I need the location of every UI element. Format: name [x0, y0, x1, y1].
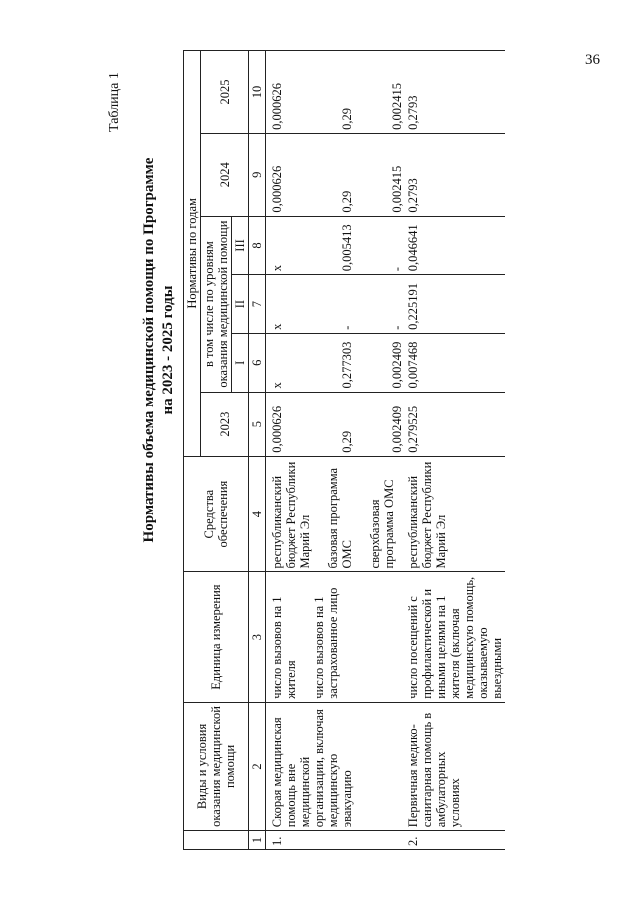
value-2025: 0,2793	[405, 51, 505, 134]
column-number: 1	[249, 831, 266, 850]
title-line-1: Нормативы объема медицинской помощи по Программе	[141, 157, 157, 543]
row-unit	[266, 572, 406, 702]
column-numbers-row	[249, 51, 266, 850]
table-row	[266, 51, 406, 850]
value-level-2: -	[390, 325, 404, 330]
value-2024: 0,29	[340, 190, 354, 213]
row-number: 2.	[405, 831, 505, 850]
column-number: 8	[249, 216, 266, 275]
source-line: базовая программа ОМС	[326, 467, 354, 569]
value-2023: 0,000626	[270, 405, 284, 453]
source-line: сверхбазовая программа ОМС	[368, 479, 396, 569]
value-2024: 0,000626	[270, 165, 284, 213]
table-label: Таблица 1	[107, 72, 122, 132]
column-number: 4	[249, 456, 266, 572]
value-level-1: х	[270, 382, 284, 389]
row-source: республиканский бюджет Республики Марий Эл	[405, 456, 505, 572]
page-number: 36	[585, 52, 600, 68]
row-2025	[266, 51, 406, 134]
value-2024: 0,002415	[390, 165, 404, 213]
row-2023	[266, 392, 406, 456]
value-2025: 0,29	[340, 108, 354, 130]
column-number: 2	[249, 702, 266, 830]
row-level-1	[266, 333, 406, 392]
value-2025: 0,002415	[390, 83, 404, 130]
header-2025: 2025	[201, 51, 249, 134]
norms-table	[183, 50, 505, 850]
header-2023: 2023	[201, 392, 249, 456]
document-title	[140, 50, 178, 650]
column-number: 10	[249, 51, 266, 134]
unit-line: число вызовов на 1 жителя	[270, 596, 298, 699]
value-level-2: 0,225191	[405, 275, 505, 334]
value-level-3: -	[390, 267, 404, 272]
row-level-2	[266, 275, 406, 334]
title-line-2: на 2023 - 2025 годы	[160, 285, 176, 415]
row-source	[266, 456, 406, 572]
column-number: 3	[249, 572, 266, 702]
header-level-3: III	[232, 216, 249, 275]
column-number: 9	[249, 133, 266, 216]
value-level-1: 0,002409	[390, 341, 404, 389]
column-number: 7	[249, 275, 266, 334]
value-level-3: 0,046641	[405, 216, 505, 275]
table-row	[405, 51, 505, 850]
row-unit: число посещений с профилактической и иными целями на 1 жителя (включая медицинскую помощь, оказываемую выездными	[405, 572, 505, 702]
header-by-levels: в том числе по уровням оказания медицинской помощи	[201, 216, 232, 392]
header-col1	[184, 831, 249, 850]
header-level-1: I	[232, 333, 249, 392]
value-2025: 0,000626	[270, 83, 284, 130]
header-source: Средства обеспечения	[184, 456, 249, 572]
value-level-3: х	[270, 265, 284, 272]
header-norms-by-years: Нормативы по годам	[184, 51, 201, 457]
value-level-2: -	[340, 325, 354, 330]
value-2024: 0,2793	[405, 133, 505, 216]
unit-line: число вызовов на 1 застрахованное лицо	[312, 587, 340, 699]
column-number: 6	[249, 333, 266, 392]
row-care-type: Первичная медико-санитарная помощь в амбулаторных условиях	[405, 702, 505, 830]
row-number: 1.	[266, 831, 406, 850]
value-level-2: х	[270, 323, 284, 330]
source-line: республиканский бюджет Республики Марий Эл	[270, 461, 312, 569]
value-2023: 0,29	[340, 430, 354, 453]
header-level-2: II	[232, 275, 249, 334]
value-level-3: 0,005413	[340, 224, 354, 272]
header-unit: Единица измерения	[184, 572, 249, 702]
row-care-type: Скорая медицинская помощь вне медицинской организации, включая медицинскую эвакуацию	[266, 702, 406, 830]
row-2024	[266, 133, 406, 216]
norms-table-container	[183, 50, 505, 850]
row-level-3	[266, 216, 406, 275]
value-2023: 0,279525	[405, 392, 505, 456]
header-type: Виды и условия оказания медицинской помощи	[184, 702, 249, 830]
value-level-1: 0,277303	[340, 341, 354, 389]
value-2023: 0,002409	[390, 405, 404, 453]
header-2024: 2024	[201, 133, 249, 216]
column-number: 5	[249, 392, 266, 456]
value-level-1: 0,007468	[405, 333, 505, 392]
